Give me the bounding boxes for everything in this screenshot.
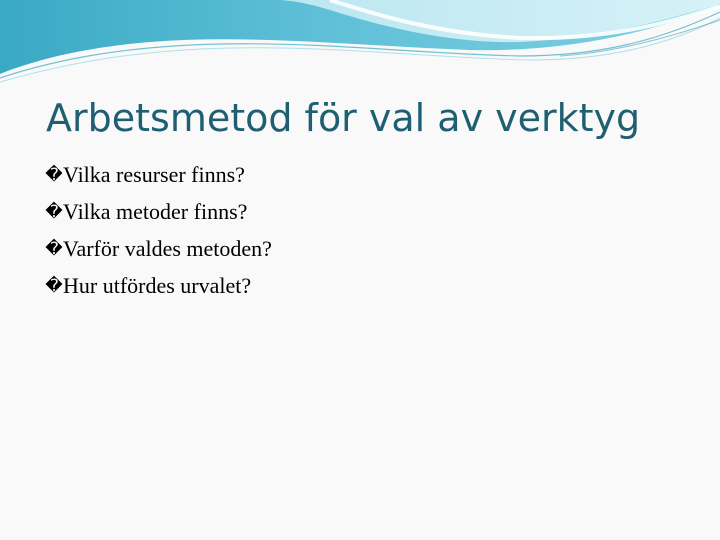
bullet-item (46, 193, 686, 230)
bullet-text: Vilka metoder finns? (63, 198, 248, 224)
bullet-list (46, 156, 686, 304)
bullet-item (46, 267, 686, 304)
bullet-text: Varför valdes metoden? (63, 235, 272, 261)
bullet-icon: � (45, 164, 63, 185)
bullet-item (46, 230, 686, 267)
bullet-text: Hur utfördes urvalet? (63, 272, 252, 298)
bullet-text: Vilka resurser finns? (63, 161, 245, 187)
header-wave-decoration (0, 0, 720, 90)
bullet-icon: � (45, 275, 63, 296)
slide-title: Arbetsmetod för val av verktyg (46, 96, 641, 140)
bullet-icon: � (45, 201, 63, 222)
bullet-icon: � (45, 238, 63, 259)
bullet-item (46, 156, 686, 193)
